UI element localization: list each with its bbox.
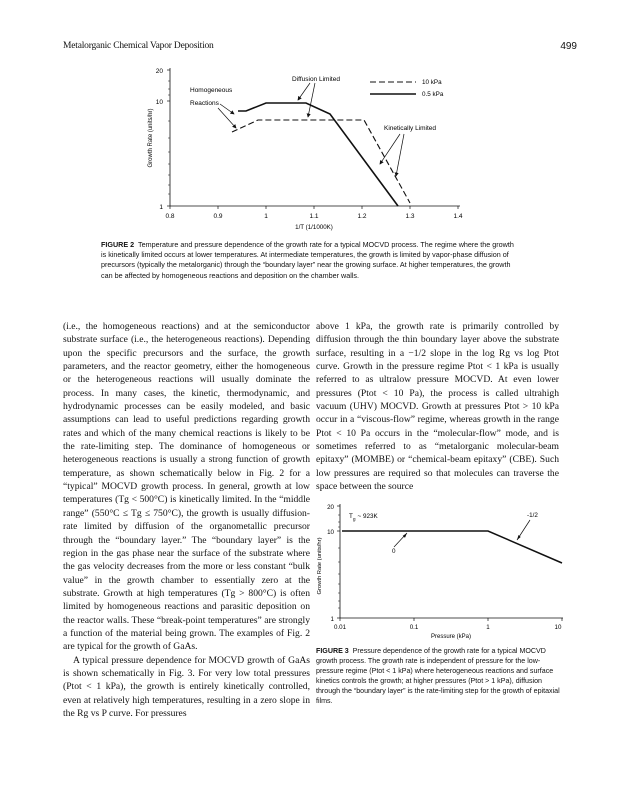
x-axis-label: Pressure (kPa) bbox=[430, 634, 472, 640]
slope-half-label: -1/2 bbox=[527, 512, 538, 519]
y-ticks bbox=[337, 506, 340, 618]
x-ticks bbox=[170, 206, 458, 209]
y-tick-label: 10 bbox=[327, 529, 334, 536]
y-axis-label: Growth Rate (units/hr) bbox=[317, 537, 323, 595]
x-tick-label: 1.4 bbox=[453, 213, 463, 220]
figure-2-chart bbox=[140, 58, 480, 236]
figure-3-caption bbox=[316, 647, 561, 706]
x-tick-label: 1 bbox=[486, 624, 490, 631]
figure-3-caption-text: Pressure dependence of the growth rate for a typical MOCVD growth process. The growth rate is independent of pressure for the low-pressure regime (Ptot < 1 kPa) where heterogeneous reactions and surface kinetics controls the growth; at higher pressures (Ptot > 1 kPa), diffusion through the “boundary layer” is the rate-limiting step for the growth of epitaxial films. bbox=[316, 647, 560, 705]
y-tick-label: 1 bbox=[159, 204, 163, 211]
figure-2-caption-text: Temperature and pressure dependence of the growth rate for a typical MOCVD process. The regime where the growth is kinetically limited occurs at lower temperatures. At intermediate temperatures, the growth is limited by vapor-phase diffusion of precursors (typically the metalorganic) through the “boundary layer” near the growing surface. At higher temperatures, the growth can be affected by homogeneous reactions and deposition on the chamber walls. bbox=[101, 240, 514, 280]
figure-3-caption-label: FIGURE 3 bbox=[316, 647, 349, 655]
body-paragraph: A typical pressure dependence for MOCVD growth of GaAs is shown schematically in Fig. 3. For very low total pressures (Ptot < 1 kPa), the growth is entirely kinetically controlled, even at relatively high temperatures, resulting in a zero slope in the Rg vs P curve. For pressures bbox=[63, 654, 310, 719]
series-05kpa-line bbox=[238, 103, 398, 206]
tg-annotation: $T_g$ ~ 923K bbox=[349, 513, 378, 523]
x-tick-label: 0.9 bbox=[213, 213, 223, 220]
x-tick-label: 0.01 bbox=[333, 624, 347, 631]
x-ticks bbox=[340, 618, 562, 621]
annotation-diffusion-limited: Diffusion Limited bbox=[292, 76, 340, 83]
body-paragraph: (i.e., the homogeneous reactions) and at the semiconductor substrate surface (i.e., the heterogeneous reactions). Depending upon the specific precursors and the surface, the growth parameters, and the reactor geometry, either the homogeneous or the heterogeneous reactions will usually dominate the process. In many cases, the kinetic, thermodynamic, and hydrodynamic processes can be easily modeled, and basic assumptions can lead to useful predictions regarding growth rates and which of the many chemical reactions is likely to be the rate-limiting step. The dominance of homogeneous or heterogeneous reactions is usually a strong function of growth temperature, as shown schematically below in Fig. 2 for a “typical” MOCVD growth process. In general, growth at low temperatures (Tg < 500°C) is kinetically limited. In the “middle range” (550°C ≤ Tg ≤ 750°C), the growth is usually diffusion-rate limited by diffusion of the organometallic precursor through the “boundary layer.” The “boundary layer” is the region in the gas phase near the surface of the substrate where the gas velocity decreases from the more or less constant “bulk value” in the growth chamber to essentially zero at the substrate. Growth at high temperatures (Tg > 800°C) is often limited by homogeneous reactions and parasitic deposition on the reactor walls. These “break-point temperatures” are strongly a function of the material being grown. The examples of Fig. 2 are typical for the growth of GaAs. bbox=[63, 321, 310, 653]
x-tick-label: 0.8 bbox=[165, 213, 175, 220]
annotation-homogeneous: Homogeneous bbox=[190, 87, 233, 94]
page-number: 499 bbox=[560, 41, 577, 52]
body-paragraph: above 1 kPa, the growth rate is primarily controlled by diffusion through the thin boundary layer above the substrate surface, resulting in a −1/2 slope in the log Rg vs log Ptot curve. Growth in the pressure regime Ptot < 1 kPa is usually referred to as ultralow pressure MOCVD. At even lower pressures (Ptot < 10 Pa), the process is called ultrahigh vacuum (UHV) MOCVD. Growth at pressures Ptot > 10 kPa occur in a “viscous-flow” regime, whereas growth in the range Ptot < 10 Pa occurs in the “molecular-flow” mode, and is sometimes referred to as “metalorganic molecular-beam epitaxy” (MOMBE) or “chemical-beam epitaxy” (CBE). Such low pressures are required so that molecules can traverse the space between the source bbox=[316, 321, 559, 493]
x-tick-label: 0.1 bbox=[409, 624, 419, 631]
figure-3-chart bbox=[305, 496, 565, 640]
figure-2-caption bbox=[101, 240, 521, 281]
body-column-right bbox=[316, 320, 559, 493]
x-tick-label: 1.1 bbox=[309, 213, 319, 220]
y-tick-label: 1 bbox=[330, 616, 334, 623]
y-ticks bbox=[167, 70, 170, 206]
y-tick-label: 10 bbox=[155, 99, 163, 106]
annotation-kinetically-limited: Kinetically Limited bbox=[384, 125, 437, 132]
y-axis-label: Growth Rate (units/hr) bbox=[148, 108, 154, 168]
x-tick-label: 1 bbox=[264, 213, 268, 220]
y-tick-label: 20 bbox=[155, 68, 163, 75]
annotation-reactions: Reactions bbox=[190, 100, 219, 107]
growth-rate-line bbox=[342, 531, 562, 563]
x-tick-label: 10 bbox=[554, 624, 562, 631]
y-tick-label: 20 bbox=[327, 504, 334, 511]
legend-label: 0.5 kPa bbox=[422, 91, 444, 98]
series-10kpa-line bbox=[232, 120, 410, 203]
x-tick-label: 1.3 bbox=[405, 213, 415, 220]
slope-zero-label: 0 bbox=[392, 548, 396, 555]
legend-label: 10 kPa bbox=[422, 79, 442, 86]
running-title: Metalorganic Chemical Vapor Deposition bbox=[63, 41, 214, 51]
x-axis-label: 1/T (1/1000K) bbox=[295, 224, 333, 231]
x-tick-label: 1.2 bbox=[357, 213, 367, 220]
body-column-left bbox=[63, 320, 310, 720]
running-header bbox=[63, 41, 577, 55]
figure-2-caption-label: FIGURE 2 bbox=[101, 240, 135, 249]
